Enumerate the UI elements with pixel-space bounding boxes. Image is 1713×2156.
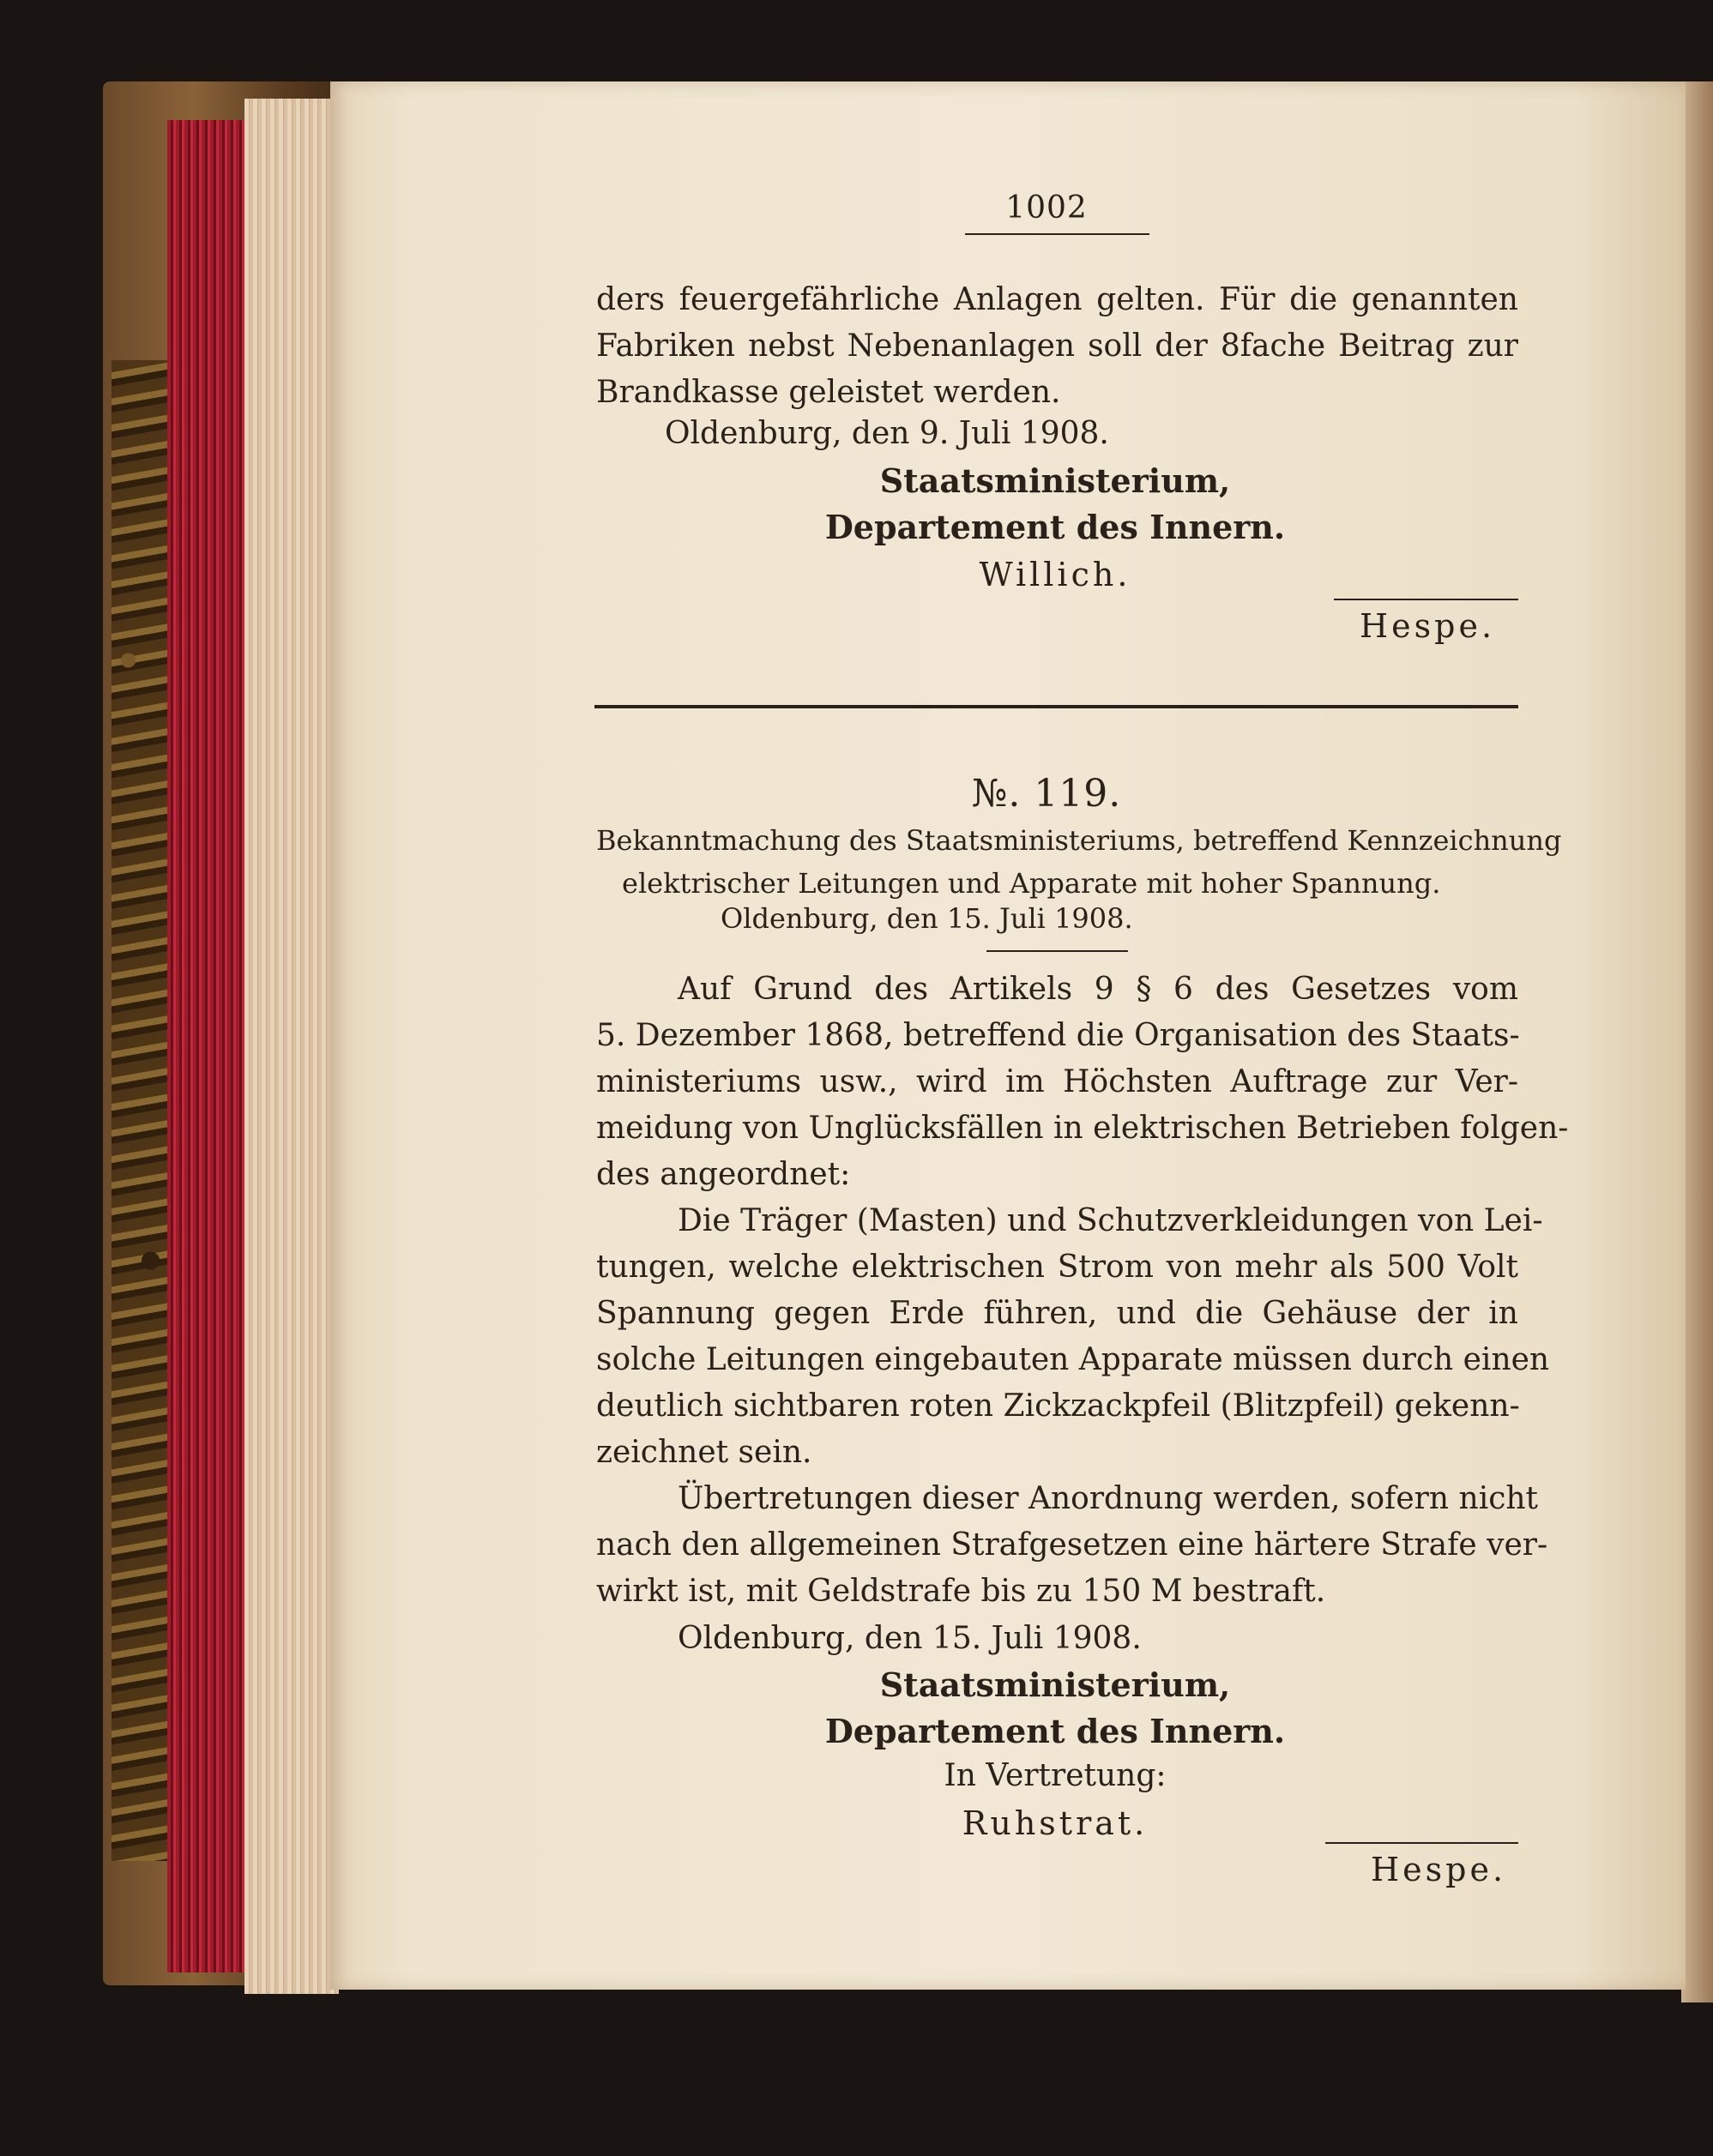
cosigner-rule	[1334, 599, 1518, 600]
announcement-number: №. 119.	[971, 772, 1122, 816]
section1-cosigner: Hespe.	[1360, 607, 1496, 645]
section2-signer: Ruhstrat.	[962, 1804, 1149, 1842]
text-line: tungen, welche elektrischen Strom von mehr als 500 Volt	[596, 1250, 1518, 1285]
text-line: solche Leitungen eingebauten Apparate müssen durch einen	[596, 1342, 1550, 1377]
title-rule	[986, 950, 1128, 952]
text-line: Die Träger (Masten) und Schutzverkleidungen von Lei-	[678, 1203, 1543, 1238]
text-line: wirkt ist, mit Geldstrafe bis zu 150 M bestraft.	[596, 1574, 1326, 1609]
section1-ministry: Staatsministerium,	[879, 461, 1231, 500]
section2-department: Departement des Innern.	[824, 1712, 1286, 1750]
text-line: Übertretungen dieser Anordnung werden, sofern nicht	[678, 1481, 1539, 1516]
text-line: deutlich sichtbaren roten Zickzackpfeil (Blitzpfeil) gekenn-	[596, 1388, 1520, 1424]
cosigner-rule	[1325, 1842, 1518, 1844]
marbled-binding	[112, 360, 167, 1861]
text-line: Fabriken nebst Nebenanlagen soll der 8fache Beitrag zur	[596, 328, 1518, 364]
text-line: zeichnet sein.	[596, 1435, 812, 1470]
text-line: ders feuergefährliche Anlagen gelten. Für die genannten	[596, 282, 1518, 317]
red-page-edges	[167, 120, 249, 1972]
text-line: Auf Grund des Artikels 9 § 6 des Gesetzes vom	[678, 972, 1518, 1007]
section1-department: Departement des Innern.	[824, 508, 1286, 546]
section2-cosigner: Hespe.	[1371, 1851, 1507, 1888]
title-line: Bekanntmachung des Staatsministeriums, betreffend Kennzeichnung	[596, 824, 1562, 857]
text-line: Brandkasse geleistet werden.	[596, 375, 1061, 410]
title-line: elektrischer Leitungen und Apparate mit hoher Spannung.	[622, 867, 1441, 900]
section-divider	[594, 705, 1518, 708]
text-line: Spannung gegen Erde führen, und die Gehäuse der in	[596, 1296, 1518, 1331]
paragraph-3	[596, 1476, 1548, 1615]
page-number: 1002	[1005, 190, 1088, 226]
paragraph-1	[596, 967, 1569, 1198]
announcement-date: Oldenburg, den 15. Juli 1908.	[721, 902, 1133, 935]
text-line: 5. Dezember 1868, betreffend die Organisation des Staats-	[596, 1018, 1520, 1053]
text-line: ministeriums usw., wird im Höchsten Auftrage zur Ver-	[596, 1064, 1518, 1099]
text-line: des angeordnet:	[596, 1157, 851, 1192]
section2-place-date: Oldenburg, den 15. Juli 1908.	[678, 1621, 1142, 1656]
section2-ministry: Staatsministerium,	[879, 1665, 1231, 1704]
section1-continuation	[596, 277, 1518, 416]
text-line: meidung von Unglücksfällen in elektrischen Betrieben folgen-	[596, 1111, 1569, 1146]
announcement-title	[596, 819, 1562, 905]
section1-signer: Willich.	[979, 556, 1131, 593]
text-line: nach den allgemeinen Strafgesetzen eine härtere Strafe ver-	[596, 1527, 1548, 1563]
facing-page-edge	[1681, 81, 1713, 2002]
section1-place-date: Oldenburg, den 9. Juli 1908.	[665, 416, 1109, 451]
section2-representation: In Vertretung:	[944, 1758, 1167, 1793]
paragraph-2	[596, 1198, 1550, 1476]
page-number-rule	[965, 233, 1149, 235]
page-stack	[244, 99, 339, 1994]
